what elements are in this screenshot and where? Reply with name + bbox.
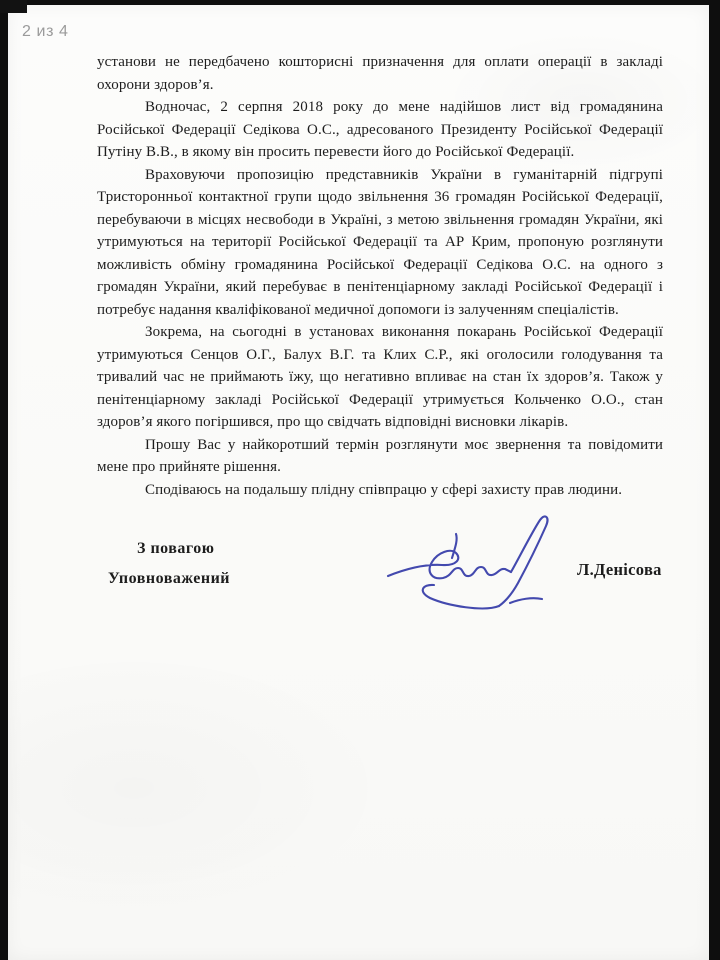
paragraph: Водночас, 2 серпня 2018 року до мене надійшов лист від громадянина Російської Федерації Седікова О.С., адресованого Президенту Російської Федерації Путіну В.В., в якому він просить перевести його до Російської Федерації. <box>97 99 663 160</box>
document-page <box>8 5 709 960</box>
paragraph: Прошу Вас у найкоротший термін розглянути моє звернення та повідомити мене про прийняте рішення. <box>97 436 663 475</box>
paragraph-continuation: установи не передбачено кошторисні призначення для оплати операції в закладі охорони здоров’я. <box>97 54 663 93</box>
signer-title: Уповноважений <box>108 569 230 587</box>
signature-ink-icon <box>382 512 562 612</box>
paragraph: Зокрема, на сьогодні в установах виконання покарань Російської Федерації утримуються Сенцов О.Г., Балух В.Г. та Клих С.Р., які оголосили голодування та тривалий час не приймають їжу, що негативно впливає на стан їх здоров’я. Також у пенітенціарному закладі Російської Федерації утримується Кольченко О.О., стан здоров’я якого погіршився, про що свідчать відповідні висновки лікарів. <box>97 324 663 430</box>
paragraph: Враховуючи пропозицію представників України в гуманітарній підгрупі Тристоронньої контактної групи щодо звільнення 36 громадян Російської Федерації, перебуваючи в місцях несвободи в Україні, з метою звільнення громадян України, які утримуються на території Російської Федерації та АР Крим, пропоную розглянути можливість обміну громадянина Російської Федерації Седікова О.С. на одного з громадян України, який перебуває в пенітенціарному закладі Російської Федерації і потребує надання кваліфікованої медичної допомоги із залученням спеціалістів. <box>97 166 663 318</box>
closing-block <box>97 538 663 658</box>
signer-name: Л.Денісова <box>577 560 662 579</box>
letter-body <box>97 51 663 658</box>
paragraph: Сподіваюсь на подальшу плідну співпрацю у сфері захисту прав людини. <box>145 481 623 498</box>
closing-salutation: З повагою <box>137 540 215 557</box>
page-indicator: 2 из 4 <box>22 23 69 40</box>
scan-corner-artifact <box>0 0 27 13</box>
